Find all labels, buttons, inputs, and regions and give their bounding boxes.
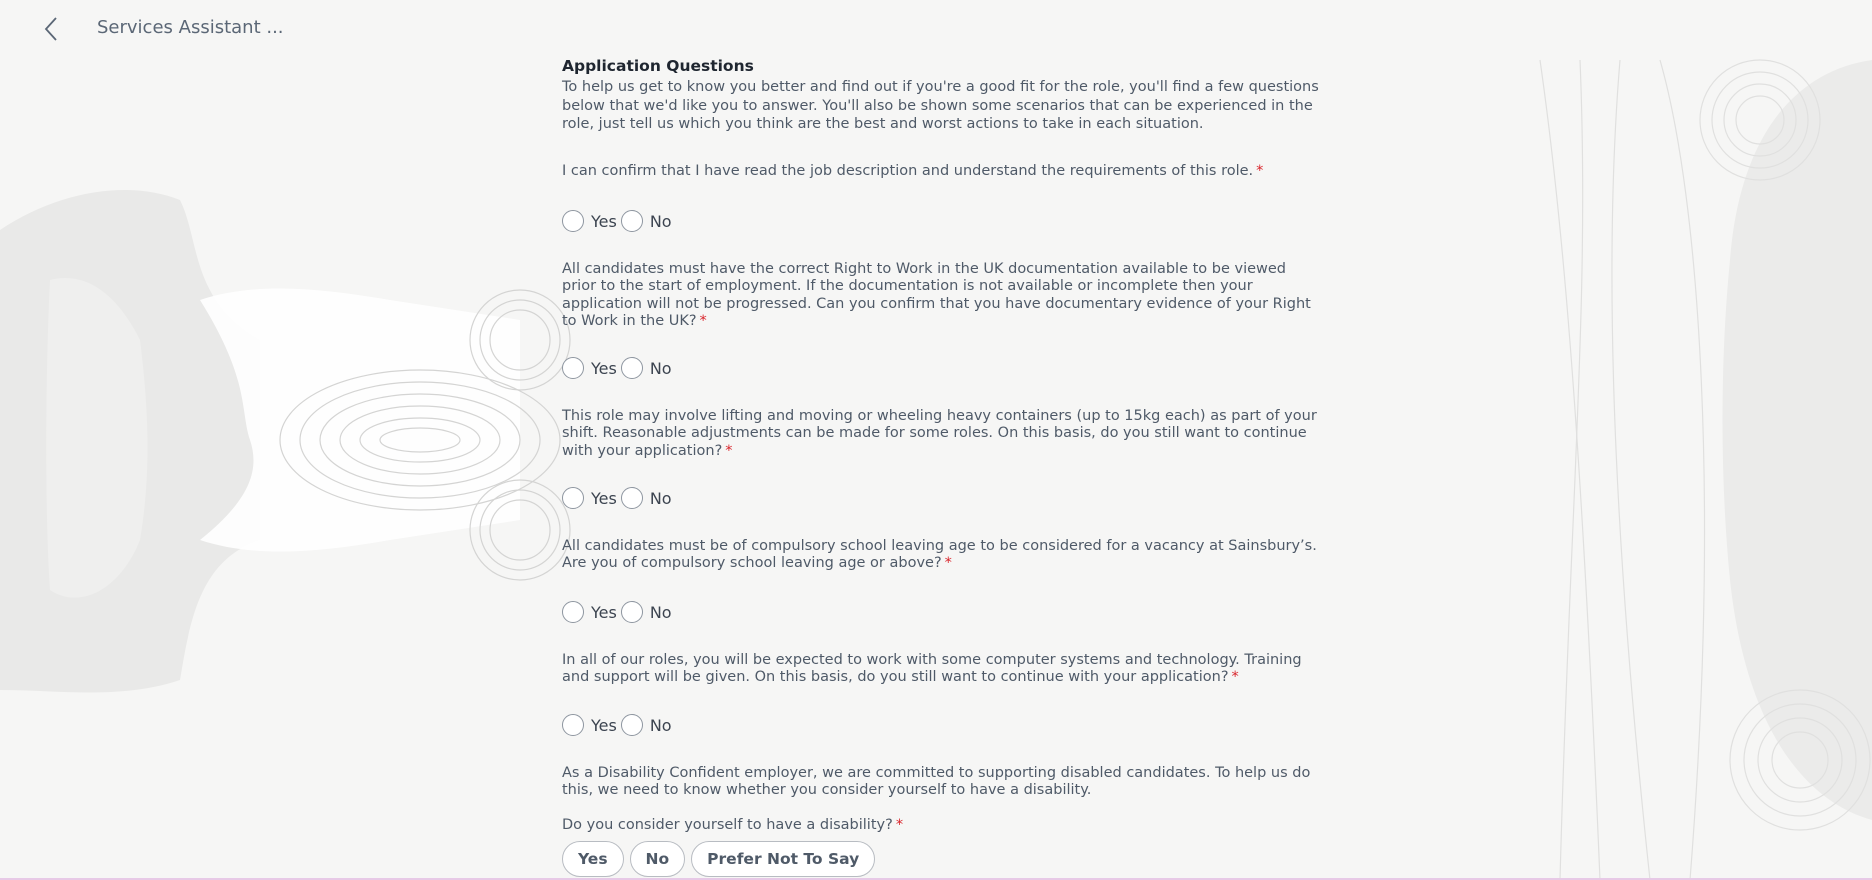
back-button[interactable] xyxy=(40,15,64,43)
question-text: In all of our roles, you will be expected to work with some computer systems and technology. Training and support will be given. On this basis, do you still want to continue with your application? * xyxy=(562,652,1302,686)
required-marker: * xyxy=(1256,163,1264,179)
radio-circle[interactable] xyxy=(562,210,584,232)
question-5-options xyxy=(562,712,676,738)
required-marker: * xyxy=(699,312,707,329)
disability-yes-button[interactable]: Yes xyxy=(562,841,624,877)
question-3-yes-radio[interactable]: Yes xyxy=(562,487,617,509)
question-2-yes-radio[interactable]: Yes xyxy=(562,357,617,379)
question-text: All candidates must have the correct Right to Work in the UK documentation available to be viewed prior to the start of employment. If the documentation is not available or incomplete then your application will not be progressed. Can you confirm that you have documentary evidence of your Right to Work in the UK? * xyxy=(562,261,1311,329)
radio-circle[interactable] xyxy=(562,357,584,379)
required-marker: * xyxy=(944,555,952,572)
question-text: I can confirm that I have read the job description and understand the requirements of this role. * xyxy=(562,163,1264,179)
question-4-no-radio[interactable]: No xyxy=(621,601,672,623)
required-marker: * xyxy=(725,442,733,459)
section-title: Application Questions xyxy=(562,57,754,75)
question-4-yes-radio[interactable]: Yes xyxy=(562,601,617,623)
question-3-no-radio[interactable]: No xyxy=(621,487,672,509)
section-intro: To help us get to know you better and find out if you're a good fit for the role, you'll find a few questions below that we'd like you to answer. You'll also be shown some scenarios that can be experienced in the role, just tell us which you think are the best and worst actions to take in each situation. xyxy=(562,79,1319,132)
question-3-options xyxy=(562,485,676,511)
radio-circle[interactable] xyxy=(621,601,643,623)
question-1-no-radio[interactable]: No xyxy=(621,210,672,232)
radio-circle[interactable] xyxy=(621,487,643,509)
question-text: All candidates must be of compulsory school leaving age to be considered for a vacancy at Sainsbury’s. Are you of compulsory school leaving age or above? * xyxy=(562,538,1317,572)
question-1-options xyxy=(562,208,676,234)
disability-question: Do you consider yourself to have a disability? * xyxy=(562,817,904,833)
radio-circle[interactable] xyxy=(621,210,643,232)
top-bar xyxy=(0,0,1872,58)
question-2-options xyxy=(562,355,676,381)
disability-no-button[interactable]: No xyxy=(630,841,686,877)
chevron-left-icon xyxy=(40,15,64,43)
question-5-yes-radio[interactable]: Yes xyxy=(562,714,617,736)
radio-circle[interactable] xyxy=(621,357,643,379)
question-4-options xyxy=(562,599,676,625)
required-marker: * xyxy=(1231,669,1239,686)
disability-intro: As a Disability Confident employer, we are committed to supporting disabled candidates. To help us do this, we need to know whether you consider yourself to have a disability. xyxy=(562,765,1311,799)
question-1-yes-radio[interactable]: Yes xyxy=(562,210,617,232)
radio-circle[interactable] xyxy=(562,714,584,736)
question-2-no-radio[interactable]: No xyxy=(621,357,672,379)
required-marker: * xyxy=(895,817,904,833)
radio-circle[interactable] xyxy=(621,714,643,736)
disability-options xyxy=(562,841,875,877)
disability-prefer-not-to-say-button[interactable]: Prefer Not To Say xyxy=(691,841,875,877)
question-text: This role may involve lifting and moving or wheeling heavy containers (up to 15kg each) as part of your shift. Reasonable adjustments can be made for some roles. On this basis, do you still want to continue with your application? * xyxy=(562,408,1317,459)
page-title: Services Assistant ... xyxy=(97,17,284,38)
application-questions-form xyxy=(562,56,1322,868)
radio-circle[interactable] xyxy=(562,487,584,509)
question-5-no-radio[interactable]: No xyxy=(621,714,672,736)
radio-circle[interactable] xyxy=(562,601,584,623)
